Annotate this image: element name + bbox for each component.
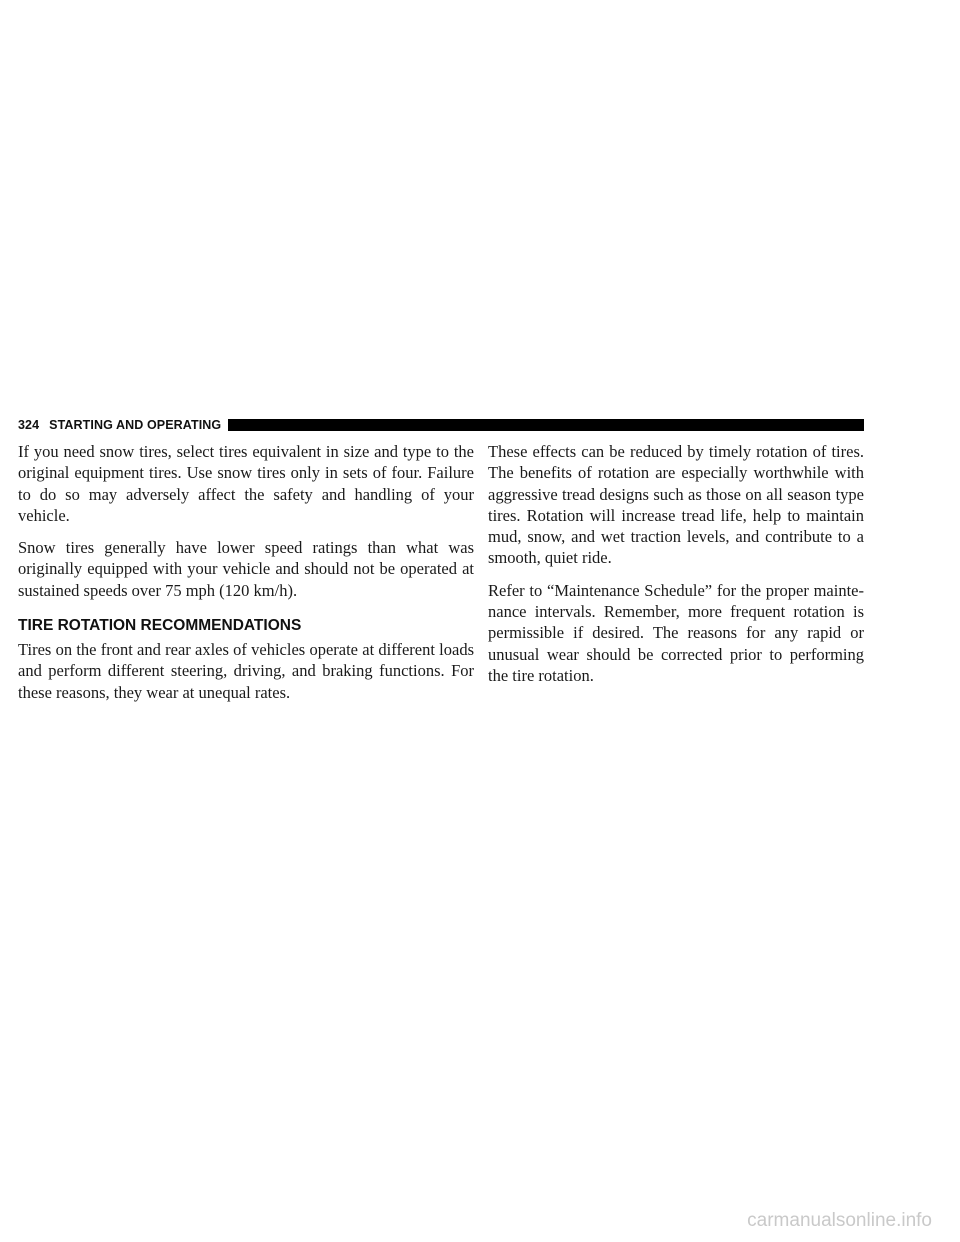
paragraph-rotation-benefits: These effects can be reduced by timely rotation of tires. The benefits of rotation are especially worthwhile with aggressive tread designs such as those on all season type tires. Rotation will increase tread life, help to maintain mud, snow, and wet traction levels, and contribute to a smooth, quiet ride. (488, 442, 864, 568)
page-number: 324 (18, 418, 40, 432)
paragraph-axle-wear: Tires on the front and rear axles of vehicles operate at different loads and perform different steering, driving, and braking functions. For these reasons, they wear at unequal rates. (18, 640, 474, 702)
left-column (18, 441, 474, 714)
page-header (18, 417, 864, 433)
paragraph-snow-tires-size: If you need snow tires, select tires equivalent in size and type to the original equipment tires. Use snow tires only in sets of four. Failure to do so may adversely affect the safety and handling of your vehicle. (18, 442, 474, 525)
paragraph-snow-tires-speed: Snow tires generally have lower speed ratings than what was originally equipped with your vehicle and should not be operated at sustained speeds over 75 mph (120 km/h). (18, 538, 474, 600)
right-column (488, 441, 864, 697)
header-rule (228, 419, 864, 431)
section-title: STARTING AND OPERATING (49, 418, 222, 432)
section-heading: TIRE ROTATION RECOMMENDATIONS (18, 617, 302, 635)
paragraph-maintenance-schedule: Refer to “Maintenance Schedule” for the proper mainte-nance intervals. Remember, more frequent rotation is permissible if desired. The reasons for any rapid or unusual wear should be corrected prior to performing the tire rotation. (488, 580, 864, 685)
watermark: carmanualsonline.info (747, 1210, 932, 1231)
